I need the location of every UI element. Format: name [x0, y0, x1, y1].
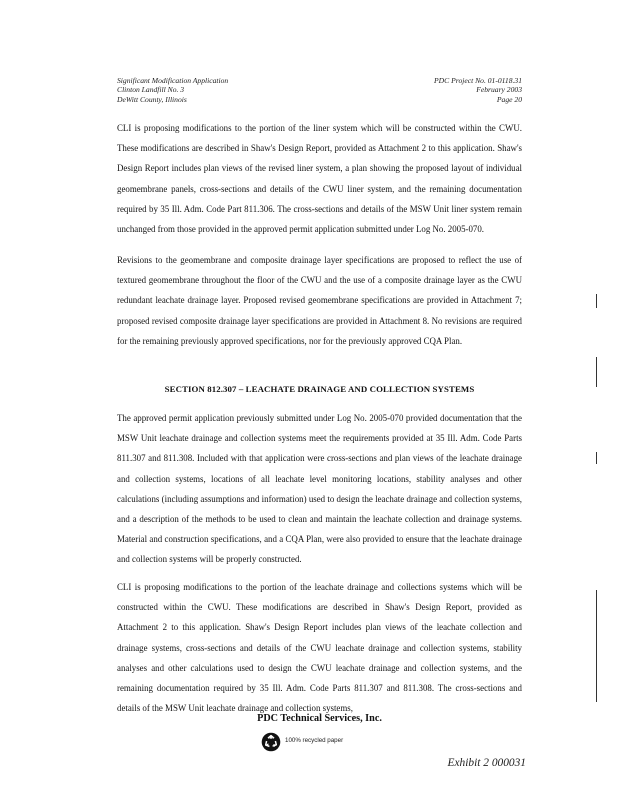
header-right-line-2: February 2003: [476, 85, 522, 95]
exhibit-stamp: Exhibit 2 000031: [447, 757, 526, 769]
section-heading: SECTION 812.307 – LEACHATE DRAINAGE AND COLLECTION SYSTEMS: [164, 384, 475, 394]
revision-bar: [596, 357, 597, 387]
paragraph-specification-revisions: Revisions to the geomembrane and composite drainage layer specifications are proposed to reflect the use of textured geomembrane throughout the floor of the CWU and the use of a composite drainage layer as the CWU redundant leachate drainage layer. Proposed revised geomembrane specifications are provided in Attachment 7; proposed revised composite drainage layer specifications are provided in Attachment 8. No revisions are required for the remaining previously approved specifications, nor for the previously approved CQA Plan.: [117, 255, 522, 346]
recycle-icon: [261, 732, 281, 752]
revision-bar: [596, 452, 597, 464]
header-left-line-2: Clinton Landfill No. 3: [117, 85, 185, 95]
footer-company-name: PDC Technical Services, Inc.: [257, 713, 382, 724]
paragraph-leachate-modifications: CLI is proposing modifications to the portion of the leachate drainage and collections systems which will be constructed within the CWU. These modifications are described in Shaw's Design Report, provided as Attachment 2 to this application. Shaw's Design Report includes plan views of the leachate collection and drainage systems, cross-sections and details of the CWU leachate drainage and collection systems, stability analyses and other calculations used to design the CWU leachate drainage and collection systems, and the remaining documentation required by 35 Ill. Adm. Code Parts 811.307 and 811.308. The cross-sections and details of the MSW Unit leachate drainage and collection systems,: [117, 582, 522, 714]
header-right-line-1: PDC Project No. 01-0118.31: [434, 76, 522, 85]
header-left-line-1: Significant Modification Application: [117, 76, 229, 85]
header-right-line-3: Page 20: [496, 94, 522, 104]
paragraph-liner-modifications: CLI is proposing modifications to the portion of the liner system which will be constructed within the CWU. These modifications are described in Shaw's Design Report, provided as Attachment 2 to this application. Shaw's Design Report includes plan views of the revised liner system, a plan showing the proposed layout of individual geomembrane panels, cross-sections and details of the CWU liner system, and the remaining documentation required by 35 Ill. Adm. Code Part 811.306. The cross-sections and details of the MSW Unit liner system remain unchanged from those provided in the approved permit application submitted under Log No. 2005-070.: [117, 123, 522, 235]
revision-bar: [596, 294, 597, 308]
revision-bar: [596, 590, 597, 702]
header-right: [398, 76, 522, 104]
paragraph-approved-application: The approved permit application previously submitted under Log No. 2005-070 provided documentation that the MSW Unit leachate drainage and collection systems meet the requirements provided at 35 Ill. Adm. Code Parts 811.307 and 811.308. Included with that application were cross-sections and plan views of the leachate drainage and collection systems, locations of all leachate level monitoring locations, stability analyses and other calculations (including assumptions and information) used to design the leachate drainage and collection systems, and a description of the methods to be used to clean and maintain the leachate collection and drainage systems. Material and construction specifications, and a CQA Plan, were also provided to ensure that the leachate drainage and collection systems will be properly constructed.: [117, 413, 522, 565]
recycled-paper-note: 100% recycled paper: [285, 737, 344, 744]
header-left: [117, 76, 228, 104]
header-left-line-3: DeWitt County, Illinois: [117, 94, 187, 104]
